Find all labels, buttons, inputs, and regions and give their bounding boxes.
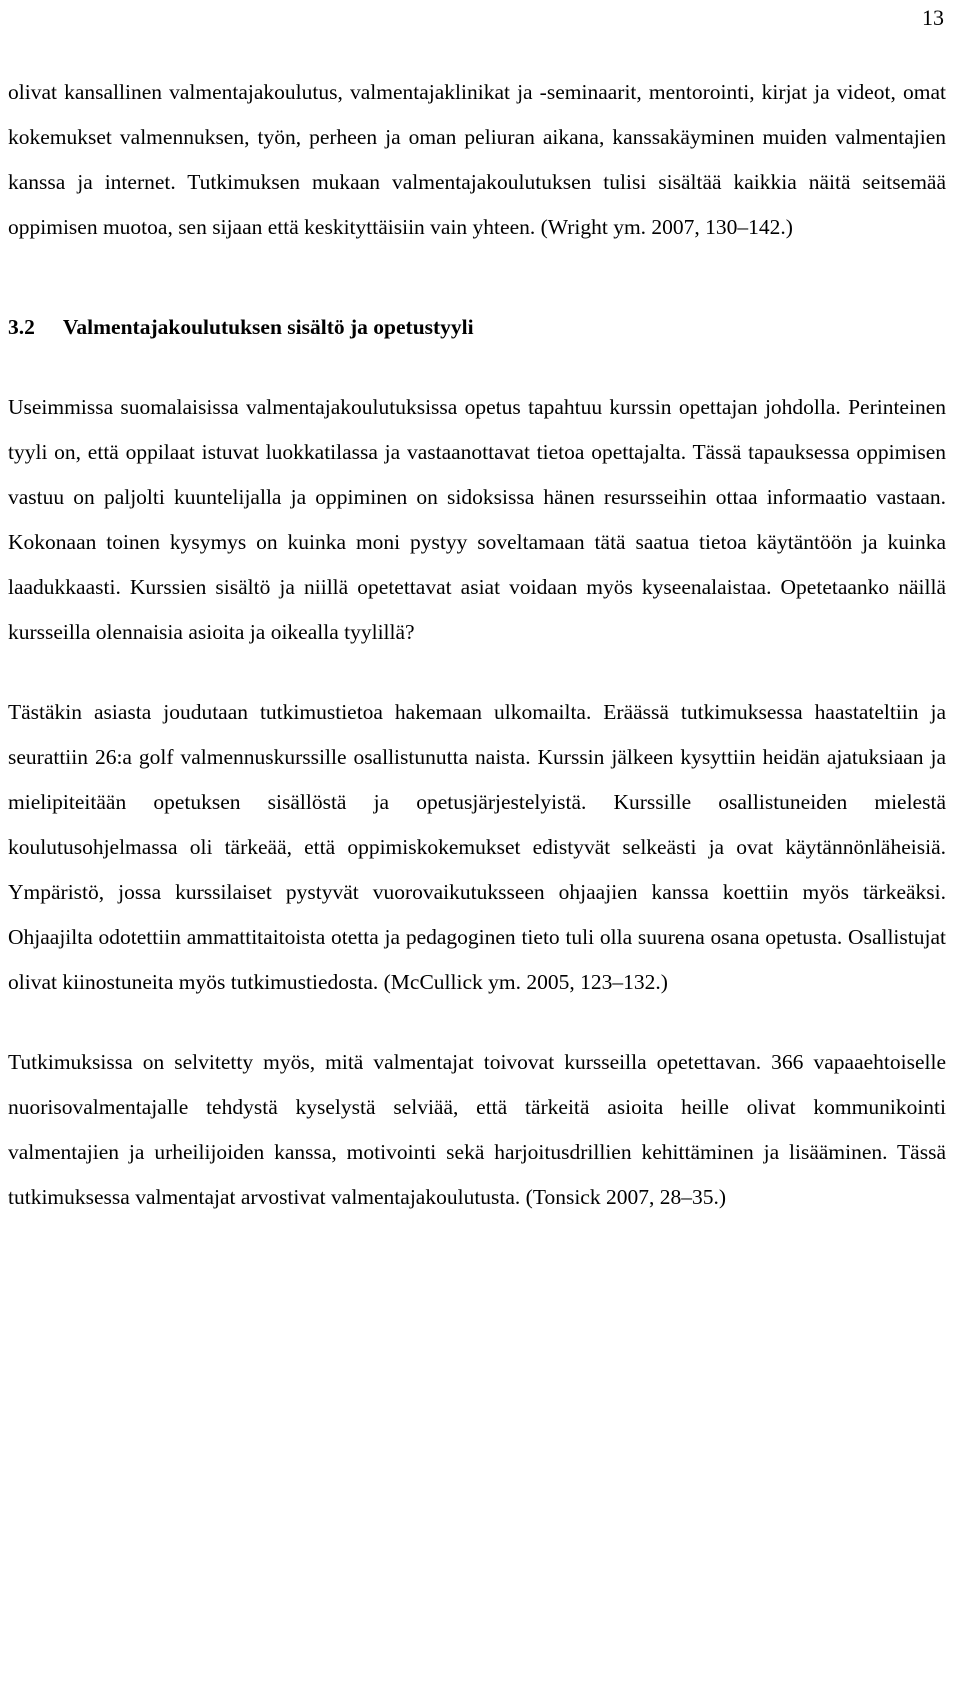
page-number: 13 — [922, 5, 944, 30]
section-heading — [8, 305, 946, 350]
spacer — [8, 655, 946, 690]
paragraph-3: Tästäkin asiasta joudutaan tutkimustietoa hakemaan ulkomailta. Eräässä tutkimuksessa haastateltiin ja seurattiin 26:a golf valmennuskurssille osallistunutta naista. Kurssin jälkeen kysyttiin heidän ajatuksiaan ja mielipiteitään opetuksen sisällöstä ja opetusjärjestelyistä. Kurssille osallistuneiden mielestä koulutusohjelmassa oli tärkeää, että oppimiskokemukset edistyvät selkeästi ja ovat käytännönläheisiä. Ympäristö, jossa kurssilaiset pystyvät vuorovaikutuksseen ohjaajien kanssa koettiin myös tärkeäksi. Ohjaajilta odotettiin ammattitaitoista otetta ja pedagoginen tieto tuli olla suurena osana opetusta. Osallistujat olivat kiinostuneita myös tutkimustiedosta. (McCullick ym. 2005, 123–132.) — [8, 700, 946, 994]
spacer — [8, 350, 946, 385]
paragraph-1: olivat kansallinen valmentajakoulutus, valmentajaklinikat ja -seminaarit, mentorointi, kirjat ja videot, omat kokemukset valmennuksen, työn, perheen ja oman peliuran aikana, kanssakäyminen muiden valmentajien kanssa ja internet. Tutkimuksen mukaan valmentajakoulutuksen tulisi sisältää kaikkia näitä seitsemää oppimisen muotoa, sen sijaan että keskityttäisiin vain yhteen. (Wright ym. 2007, 130–142.) — [8, 80, 946, 239]
section-number: 3.2 — [8, 315, 35, 339]
paragraph-2: Useimmissa suomalaisissa valmentajakoulutuksissa opetus tapahtuu kurssin opettajan johdolla. Perinteinen tyyli on, että oppilaat istuvat luokkatilassa ja vastaanottavat tietoa opettajalta. Tässä tapauksessa oppimisen vastuu on paljolti kuuntelijalla ja oppiminen on sidoksissa hänen resursseihin ottaa informaatio vastaan. Kokonaan toinen kysymys on kuinka moni pystyy soveltamaan tätä saatua tietoa käytäntöön ja kuinka laadukkaasti. Kurssien sisältö ja niillä opetettavat asiat voidaan myös kyseenalaistaa. Opetetaanko näillä kursseilla olennaisia asioita ja oikealla tyylillä? — [8, 395, 946, 644]
spacer — [8, 250, 946, 305]
document-body — [8, 70, 946, 1220]
paragraph-4: Tutkimuksissa on selvitetty myös, mitä valmentajat toivovat kursseilla opetettavan. 366 vapaaehtoiselle nuorisovalmentajalle tehdystä kyselystä selviää, että tärkeitä asioita heille olivat kommunikointi valmentajien ja urheilijoiden kanssa, motivointi sekä harjoitusdrillien kehittäminen ja lisääminen. Tässä tutkimuksessa valmentajat arvostivat valmentajakoulutusta. (Tonsick 2007, 28–35.) — [8, 1050, 946, 1209]
spacer — [8, 1005, 946, 1040]
section-title: Valmentajakoulutuksen sisältö ja opetustyyli — [62, 315, 474, 339]
